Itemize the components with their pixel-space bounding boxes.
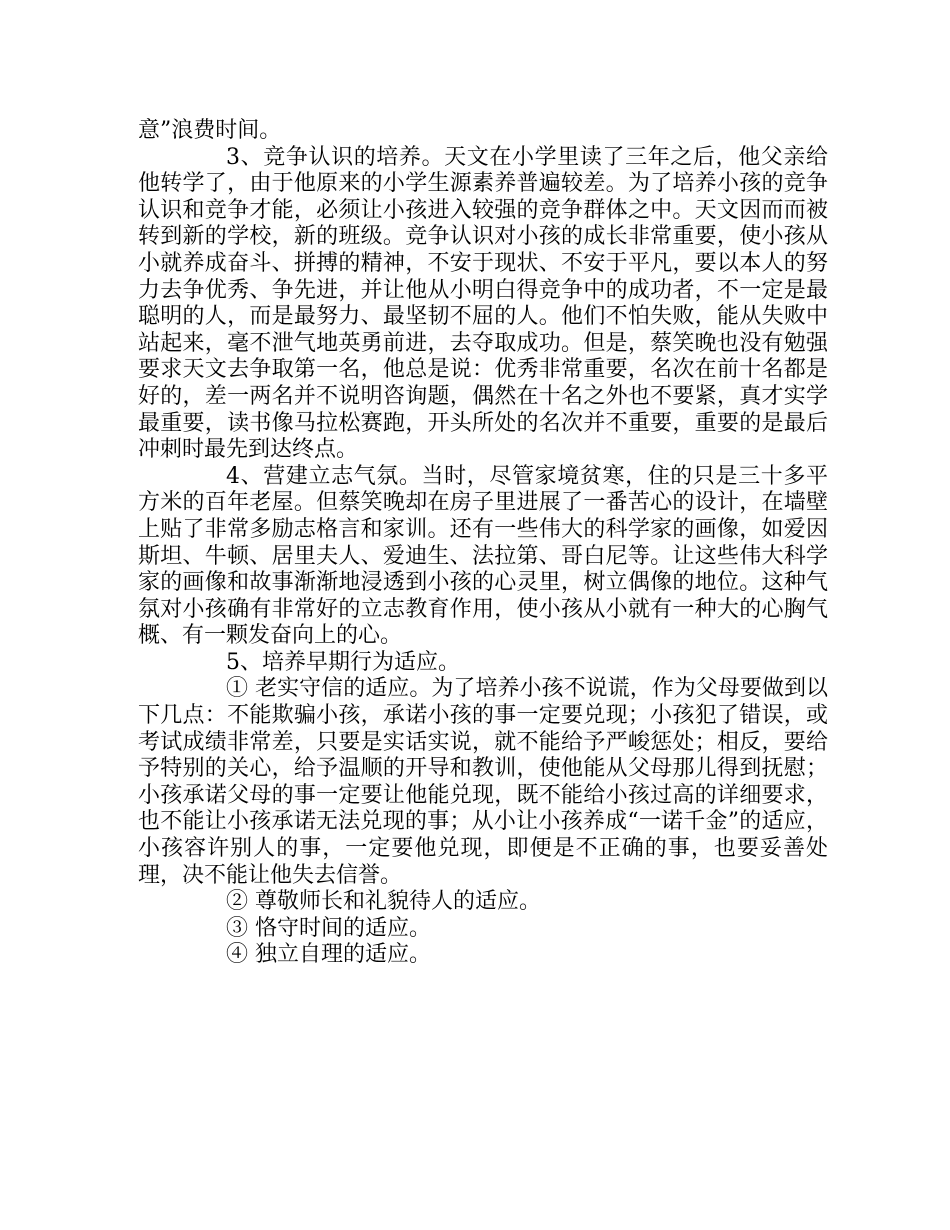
- paragraph-ambition-atmosphere: 4、营建立志气氛。当时，尽管家境贫寒，住的只是三十多平方米的百年老屋。但蔡笑晚却在房子里进展了一番苦心的设计，在墙壁上贴了非常多励志格言和家训。还有一些伟大的科学家的画像，如爱因斯坦、牛顿、居里夫人、爱迪生、法拉第、哥白尼等。让这些伟大科学家的画像和故事渐渐地浸透到小孩的心灵里，树立偶像的地位。这种气氛对小孩确有非常好的立志教育作用，使小孩从小就有一种大的心胸气概、有一颗发奋向上的心。: [138, 463, 828, 649]
- paragraph-early-habits-heading: 5、培养早期行为适应。: [226, 649, 460, 675]
- paragraph-continuation: 意”浪费时间。: [138, 118, 282, 143]
- list-item-honesty: ① 老实守信的适应。为了培养小孩不说谎，作为父母要做到以下几点：不能欺骗小孩，承诺小孩的事一定要兑现；小孩犯了错误，或考试成绩非常差，只要是实话实说，就不能给予严峻惩处；相反，要给予特别的关心，给予温顺的开导和教训，使他能从父母那儿得到抚慰；小孩承诺父母的事一定要让他能兑现，既不能给小孩过高的详细要求，也不能让小孩承诺无法兑现的事；从小让小孩养成“一诺千金”的适应，小孩容许别人的事，一定要他兑现，即便是不正确的事，也要妥善处理，决不能让他失去信誉。: [138, 676, 828, 888]
- list-item-respect: ② 尊敬师长和礼貌待人的适应。: [226, 889, 541, 915]
- list-item-punctuality: ③ 恪守时间的适应。: [226, 915, 431, 941]
- list-item-independence: ④ 独立自理的适应。: [226, 942, 431, 968]
- document-page: [138, 118, 828, 969]
- paragraph-competition: 3、竞争认识的培养。天文在小学里读了三年之后，他父亲给他转学了，由于他原来的小学生源素养普遍较差。为了培养小孩的竞争认识和竞争才能，必须让小孩进入较强的竞争群体之中。天文因而而被转到新的学校，新的班级。竞争认识对小孩的成长非常重要，使小孩从小就养成奋斗、拼搏的精神，不安于现状、不安于平凡，要以本人的努力去争优秀、争先进，并让他从小明白得竞争中的成功者，不一定是最聪明的人，而是最努力、最坚韧不屈的人。他们不怕失败，能从失败中站起来，毫不泄气地英勇前进，去夺取成功。但是，蔡笑晚也没有勉强要求天文去争取第一名，他总是说：优秀非常重要，名次在前十名都是好的，差一两名并不说明咨询题，偶然在十名之外也不要紧，真才实学最重要，读书像马拉松赛跑，开头所处的名次并不重要，重要的是最后冲刺时最先到达终点。: [138, 144, 828, 463]
